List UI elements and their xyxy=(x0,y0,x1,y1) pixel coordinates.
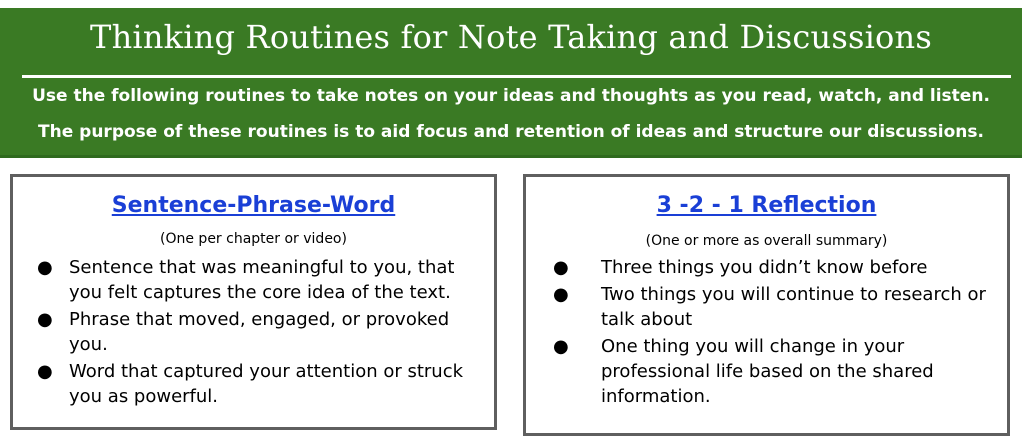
list-item xyxy=(13,359,494,409)
list-item-text: Three things you didn’t know before xyxy=(601,257,928,278)
reflection-link[interactable]: 3 -2 - 1 Reflection xyxy=(656,193,877,218)
list-item-text: One thing you will change in your professional life based on the shared information. xyxy=(601,336,934,407)
instructions-line-1: Use the following routines to take notes on your ideas and thoughts as you read, watch, and listen. xyxy=(32,86,990,106)
page-title: Thinking Routines for Note Taking and Discussions xyxy=(90,18,932,56)
list-item-text: Two things you will continue to research or talk about xyxy=(601,284,986,330)
instructions-line-2: The purpose of these routines is to aid focus and retention of ideas and structure our discussions. xyxy=(38,122,984,142)
bullet-icon: ● xyxy=(37,361,53,382)
bullet-icon: ● xyxy=(553,336,569,357)
card-subtitle: (One per chapter or video) xyxy=(160,231,347,247)
header-banner xyxy=(0,8,1022,158)
list-item-text: Sentence that was meaningful to you, that you felt captures the core idea of the text. xyxy=(69,257,455,303)
card-subtitle: (One or more as overall summary) xyxy=(645,233,888,249)
reflection-list xyxy=(526,255,1007,411)
list-item xyxy=(526,282,1007,332)
bullet-icon: ● xyxy=(37,257,53,278)
list-item-text: Phrase that moved, engaged, or provoked you. xyxy=(69,309,450,355)
list-item xyxy=(526,334,1007,409)
divider xyxy=(22,75,1011,78)
reflection-card xyxy=(523,174,1010,436)
list-item-text: Word that captured your attention or struck you as powerful. xyxy=(69,361,464,407)
bullet-icon: ● xyxy=(553,257,569,278)
bullet-icon: ● xyxy=(553,284,569,305)
sentence-phrase-word-card xyxy=(10,174,497,430)
list-item xyxy=(13,307,494,357)
list-item xyxy=(13,255,494,305)
sentence-phrase-word-link[interactable]: Sentence-Phrase-Word xyxy=(111,193,396,218)
bullet-icon: ● xyxy=(37,309,53,330)
list-item xyxy=(526,255,1007,280)
routine-list xyxy=(13,255,494,411)
